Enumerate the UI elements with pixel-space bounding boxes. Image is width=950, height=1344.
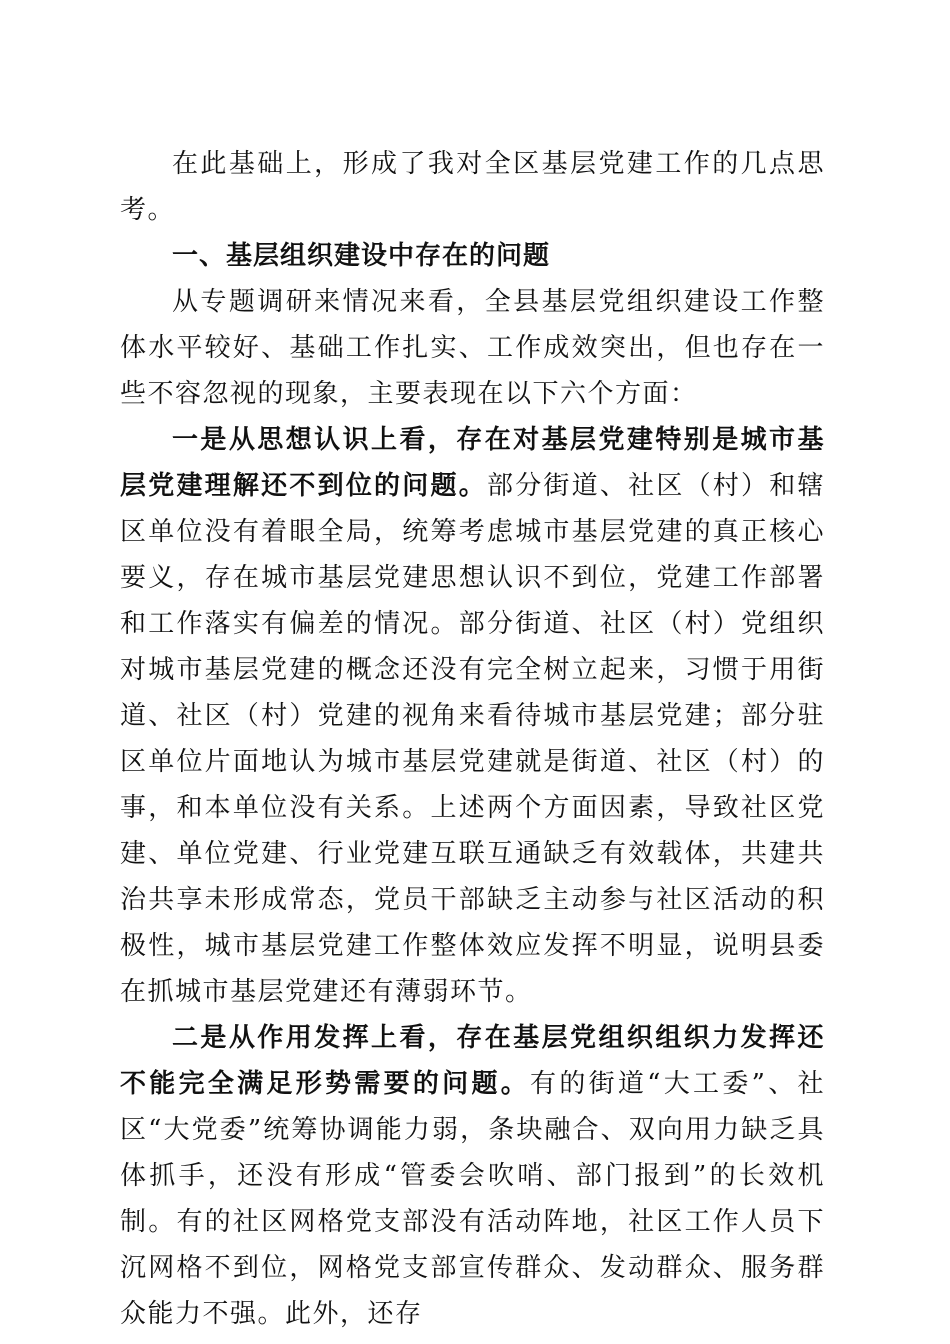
section-heading: 一、基层组织建设中存在的问题 (172, 241, 551, 271)
point-two-body: 有的街道“大工委”、社区“大党委”统筹协调能力弱，条块融合、双向用力缺乏具体抓手，还没有形成“管委会吹哨、部门报到”的长效机制。有的社区网格党支部没有活动阵地，社区工作人员下沉网格不到位，网格党支部宣传群众、发动群众、服务群众能力不强。此外，还存 (120, 1069, 825, 1329)
point-two-lead: 二是从作用发挥上看，存在基层党组织组织力发挥还不能完全满足形势需要的问题。 (120, 1023, 825, 1099)
document-body (120, 141, 825, 1337)
point-one-lead: 一是从思想认识上看，存在对基层党建特别是城市基层党建理解还不到位的问题。 (120, 425, 825, 501)
intro-paragraph: 在此基础上，形成了我对全区基层党建工作的几点思考。 (120, 149, 825, 225)
point-two-paragraph (120, 1015, 825, 1337)
point-one-body: 部分街道、社区（村）和辖区单位没有着眼全局，统筹考虑城市基层党建的真正核心要义，存在城市基层党建思想认识不到位，党建工作部署和工作落实有偏差的情况。部分街道、社区（村）党组织对城市基层党建的概念还没有完全树立起来，习惯于用街道、社区（村）党建的视角来看待城市基层党建；部分驻区单位片面地认为城市基层党建就是街道、社区（村）的事，和本单位没有关系。上述两个方面因素，导致社区党建、单位党建、行业党建互联互通缺乏有效载体，共建共治共享未形成常态，党员干部缺乏主动参与社区活动的积极性，城市基层党建工作整体效应发挥不明显，说明县委在抓城市基层党建还有薄弱环节。 (120, 471, 825, 1007)
point-one-paragraph (120, 417, 825, 1015)
overview-paragraph: 从专题调研来情况来看，全县基层党组织建设工作整体水平较好、基础工作扎实、工作成效突出，但也存在一些不容忽视的现象，主要表现在以下六个方面： (120, 287, 825, 409)
